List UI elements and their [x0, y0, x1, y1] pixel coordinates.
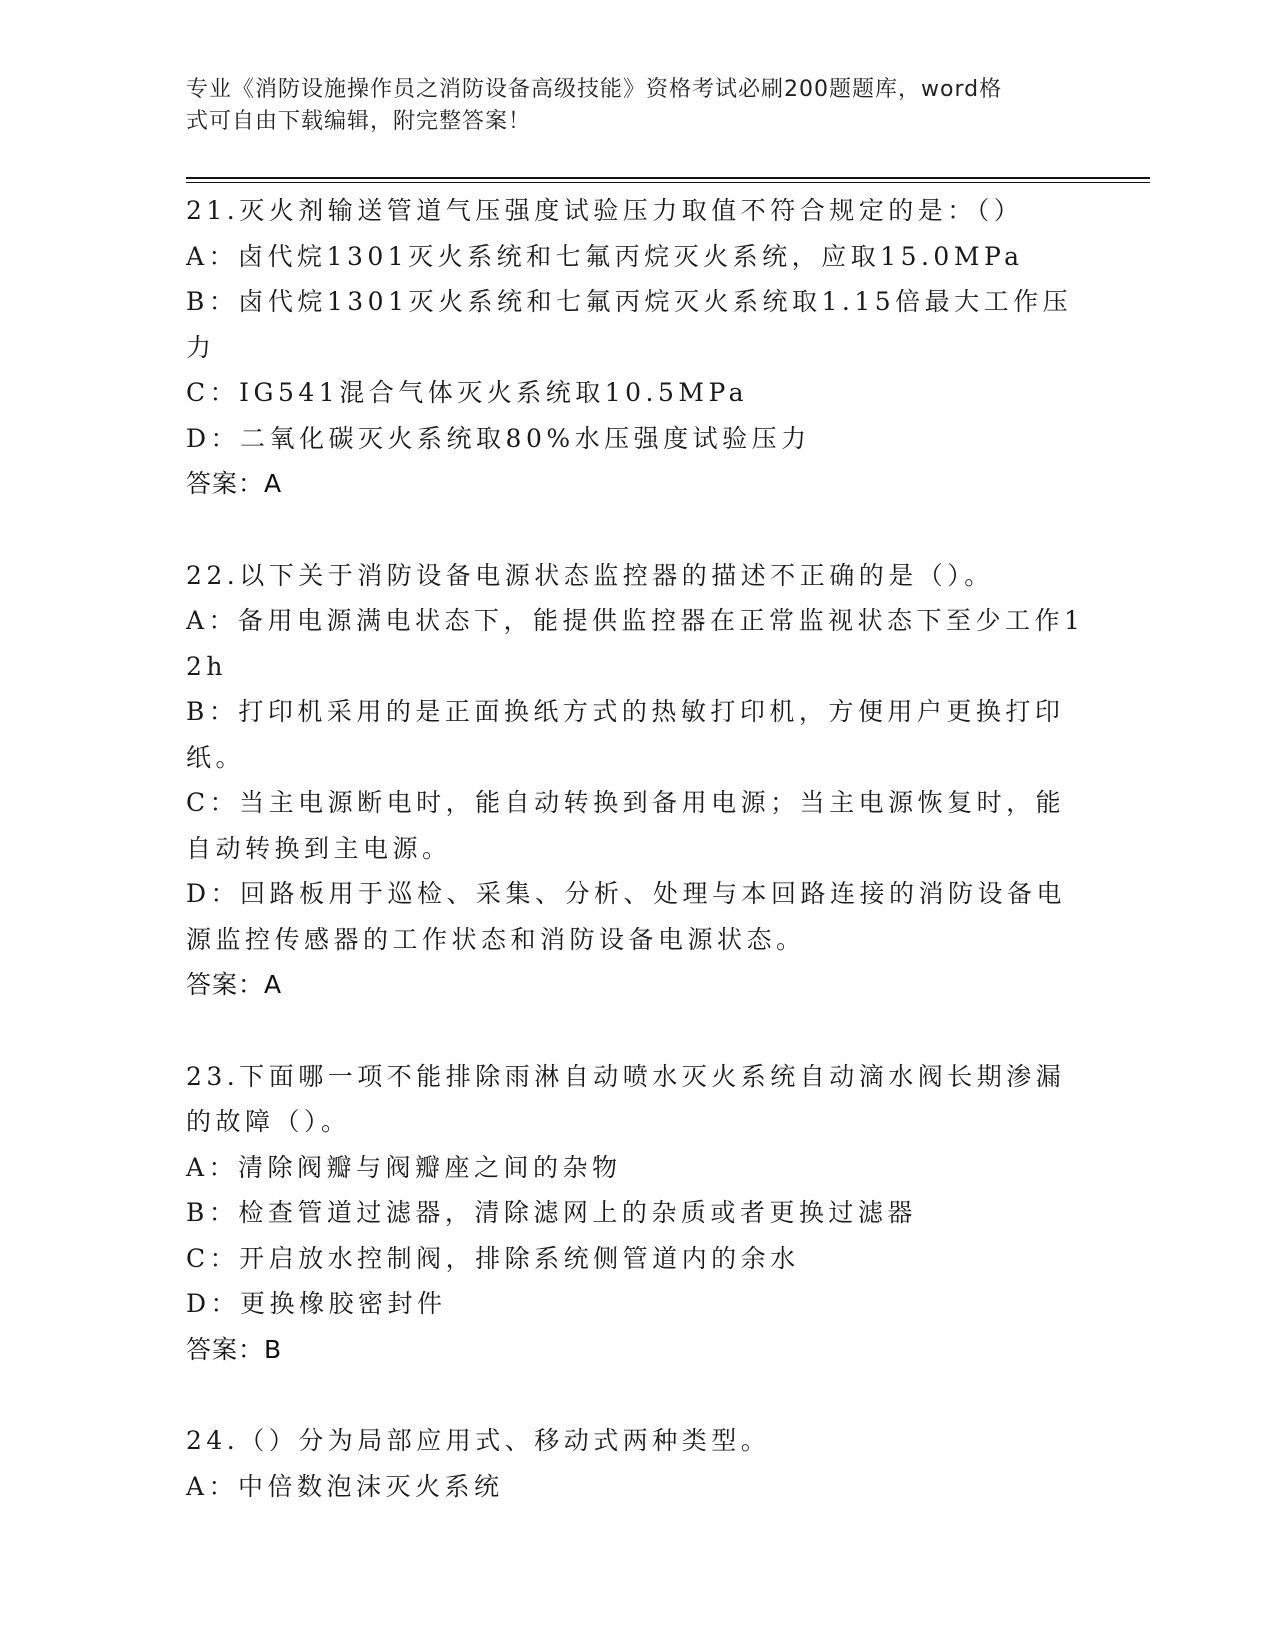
question-stem: 22.以下关于消防设备电源状态监控器的描述不正确的是（）。 [186, 560, 994, 590]
question-23 [186, 1054, 1086, 1373]
question-22 [186, 553, 1086, 1008]
question-stem: 23.下面哪一项不能排除雨淋自动喷水灭火系统自动滴水阀长期渗漏的故障（）。 [186, 1061, 1066, 1136]
option-b: B：打印机采用的是正面换纸方式的热敏打印机，方便用户更换打印纸。 [186, 697, 1065, 772]
option-a: A：备用电源满电状态下，能提供监控器在正常监视状态下至少工作12h [186, 606, 1085, 681]
option-a: A：清除阀瓣与阀瓣座之间的杂物 [186, 1152, 622, 1182]
question-list [186, 188, 1086, 1509]
answer-label: 答案：A [186, 970, 283, 999]
option-b: B：检查管道过滤器，清除滤网上的杂质或者更换过滤器 [186, 1198, 917, 1227]
header-divider-thin [186, 182, 1150, 183]
header-line-2: 式可自由下载编辑，附完整答案！ [186, 109, 532, 134]
header-divider-thick [186, 177, 1150, 179]
answer-label: 答案：B [186, 1334, 283, 1364]
option-d: D：更换橡胶密封件 [186, 1289, 447, 1318]
document-header [186, 74, 1066, 138]
answer-label: 答案：A [186, 469, 283, 498]
option-b: B：卤代烷1301灭火系统和七氟丙烷灭火系统取1.15倍最大工作压力 [186, 287, 1073, 362]
option-c: C：IG541混合气体灭火系统取10.5MPa [186, 378, 749, 407]
option-a: A：卤代烷1301灭火系统和七氟丙烷灭火系统，应取15.0MPa [186, 241, 1024, 271]
option-c: C：当主电源断电时，能自动转换到备用电源；当主电源恢复时，能自动转换到主电源。 [186, 788, 1066, 863]
question-24 [186, 1418, 1086, 1509]
option-d: D：二氧化碳灭火系统取80%水压强度试验压力 [186, 423, 811, 453]
option-a: A：中倍数泡沫灭火系统 [186, 1471, 504, 1501]
option-c: C：开启放水控制阀，排除系统侧管道内的余水 [186, 1243, 800, 1273]
question-stem: 21.灭火剂输送管道气压强度试验压力取值不符合规定的是：（） [186, 196, 1024, 225]
header-line-1: 专业《消防设施操作员之消防设备高级技能》资格考试必刷200题题库，word格 [186, 77, 1003, 102]
question-21 [186, 188, 1086, 507]
option-d: D：回路板用于巡检、采集、分析、处理与本回路连接的消防设备电源监控传感器的工作状态和消防设备电源状态。 [186, 879, 1067, 954]
question-stem: 24.（）分为局部应用式、移动式两种类型。 [186, 1426, 771, 1455]
